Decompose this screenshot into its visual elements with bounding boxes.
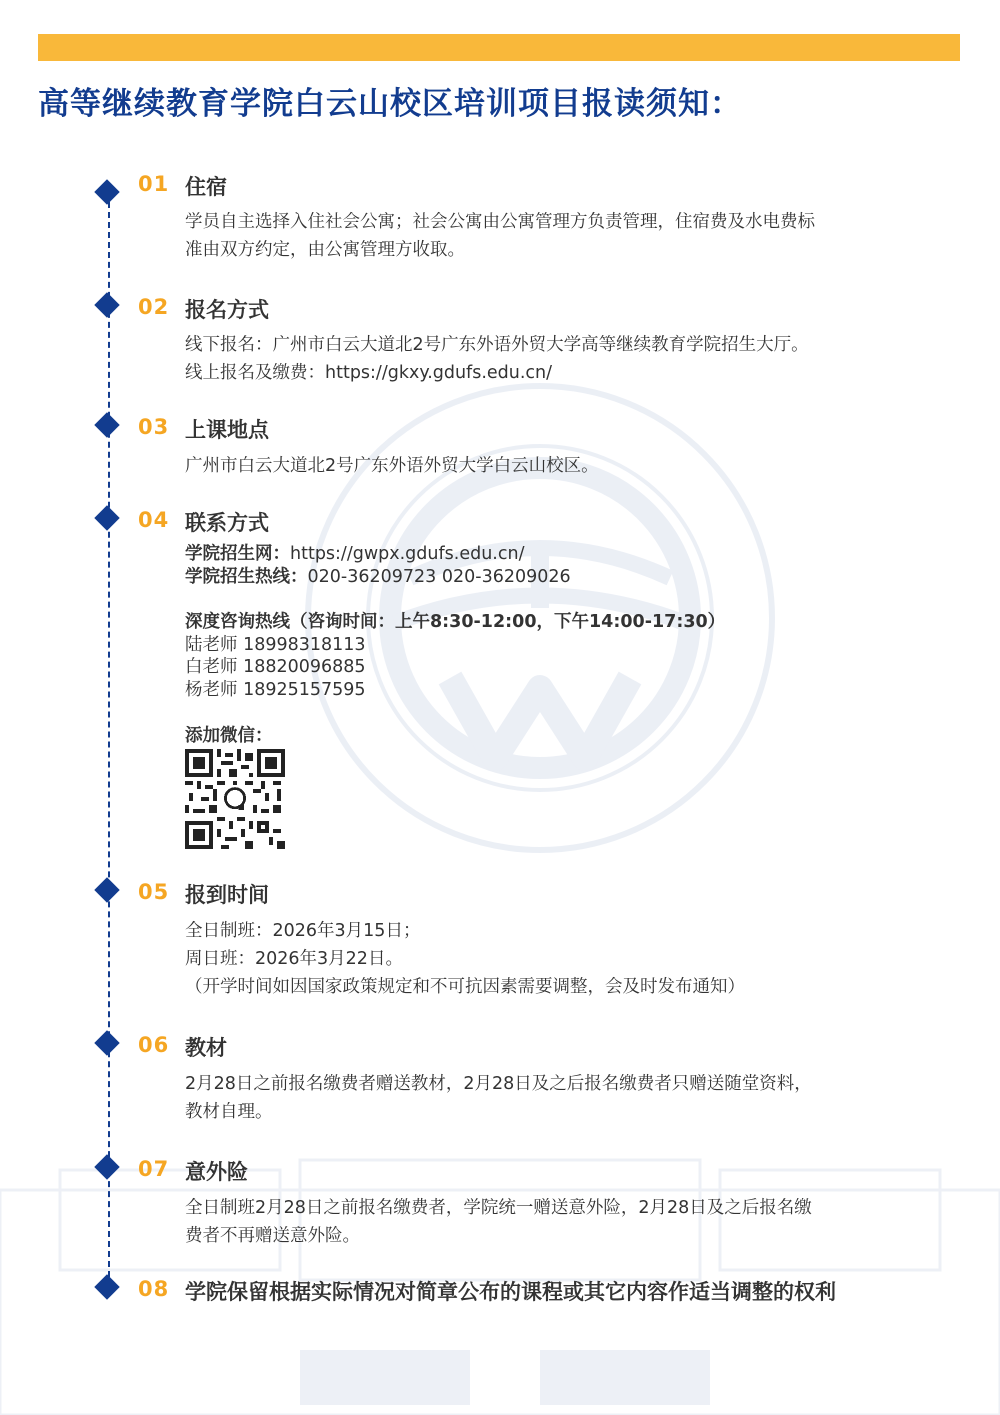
teacher-contact: 陆老师 18998318113: [185, 634, 366, 655]
section-title: 报到时间: [185, 883, 269, 907]
timeline-diamond-icon: [94, 877, 119, 902]
body-line: 准由双方约定，由公寓管理方收取。: [185, 240, 465, 260]
page-title: 高等继续教育学院白云山校区培训项目报读须知：: [38, 86, 742, 122]
timeline-diamond-icon: [94, 1154, 119, 1179]
body-line: 线下报名：广州市白云大道北2号广东外语外贸大学高等继续教育学院招生大厅。: [185, 335, 809, 355]
section-body: [185, 331, 925, 387]
website-link[interactable]: https://gwpx.gdufs.edu.cn/: [290, 544, 525, 564]
body-line: （开学时间如因国家政策规定和不可抗因素需要调整，会及时发布通知）: [185, 977, 745, 997]
registration-link[interactable]: 线上报名及缴费：https://gkxy.gdufs.edu.cn/: [185, 363, 553, 383]
consult-heading: 深度咨询热线（咨询时间：上午8:30-12:00，下午14:00-17:30）: [185, 612, 726, 632]
section-number: 07: [138, 1157, 170, 1181]
body-line: 周日班：2026年3月22日。: [185, 949, 403, 969]
body-line: 学员自主选择入住社会公寓；社会公寓由公寓管理方负责管理，住宿费及水电费标: [185, 212, 815, 232]
wechat-label: 添加微信：: [185, 726, 273, 746]
section-number: 01: [138, 172, 170, 196]
teacher-contact: 杨老师 18925157595: [185, 679, 366, 700]
wechat-info: [185, 725, 925, 748]
section-number: 06: [138, 1033, 170, 1057]
section-title: 住宿: [185, 175, 227, 199]
teacher-contact: 白老师 18820096885: [185, 657, 366, 677]
body-line: 教材自理。: [185, 1102, 273, 1122]
body-line: 2月28日之前报名缴费者赠送教材，2月28日及之后报名缴费者只赠送随堂资料，: [185, 1074, 812, 1094]
section-number: 04: [138, 508, 170, 532]
top-accent-bar: [38, 34, 960, 61]
timeline-dashed-line: [108, 192, 110, 1287]
section-number: 02: [138, 295, 170, 319]
wechat-qr-code-icon[interactable]: [185, 749, 285, 849]
section-body: [185, 1194, 925, 1250]
section-body: [185, 208, 925, 264]
hotline-row: [185, 566, 925, 589]
section-number: 05: [138, 880, 170, 904]
timeline-diamond-icon: [94, 1030, 119, 1055]
body-line: 广州市白云大道北2号广东外语外贸大学白云山校区。: [185, 456, 599, 476]
contact-info: [185, 543, 925, 588]
section-title: 教材: [185, 1036, 227, 1060]
hotline-value: 020-36209723 020-36209026: [307, 566, 571, 587]
section-title: 学院保留根据实际情况对简章公布的课程或其它内容作适当调整的权利: [185, 1280, 836, 1304]
section-title: 报名方式: [185, 298, 269, 322]
section-title: 联系方式: [185, 511, 269, 535]
section-body: [185, 1070, 925, 1126]
section-body: [185, 917, 925, 1001]
timeline-diamond-icon: [94, 505, 119, 530]
timeline-diamond-icon: [94, 412, 119, 437]
timeline-diamond-icon: [94, 179, 119, 204]
section-number: 08: [138, 1277, 170, 1301]
section-title: 意外险: [185, 1160, 248, 1184]
timeline-diamond-icon: [94, 1274, 119, 1299]
section-number: 03: [138, 415, 170, 439]
section-title: 上课地点: [185, 418, 269, 442]
body-line: 费者不再赠送意外险。: [185, 1226, 360, 1246]
body-line: 全日制班：2026年3月15日；: [185, 921, 421, 941]
section-body: [185, 452, 925, 480]
timeline-diamond-icon: [94, 292, 119, 317]
hotline-label: 学院招生热线：: [185, 566, 308, 587]
website-row: [185, 543, 925, 566]
consult-info: [185, 611, 925, 701]
website-label: 学院招生网：: [185, 544, 290, 564]
body-line: 全日制班2月28日之前报名缴费者，学院统一赠送意外险，2月28日及之后报名缴: [185, 1198, 812, 1218]
